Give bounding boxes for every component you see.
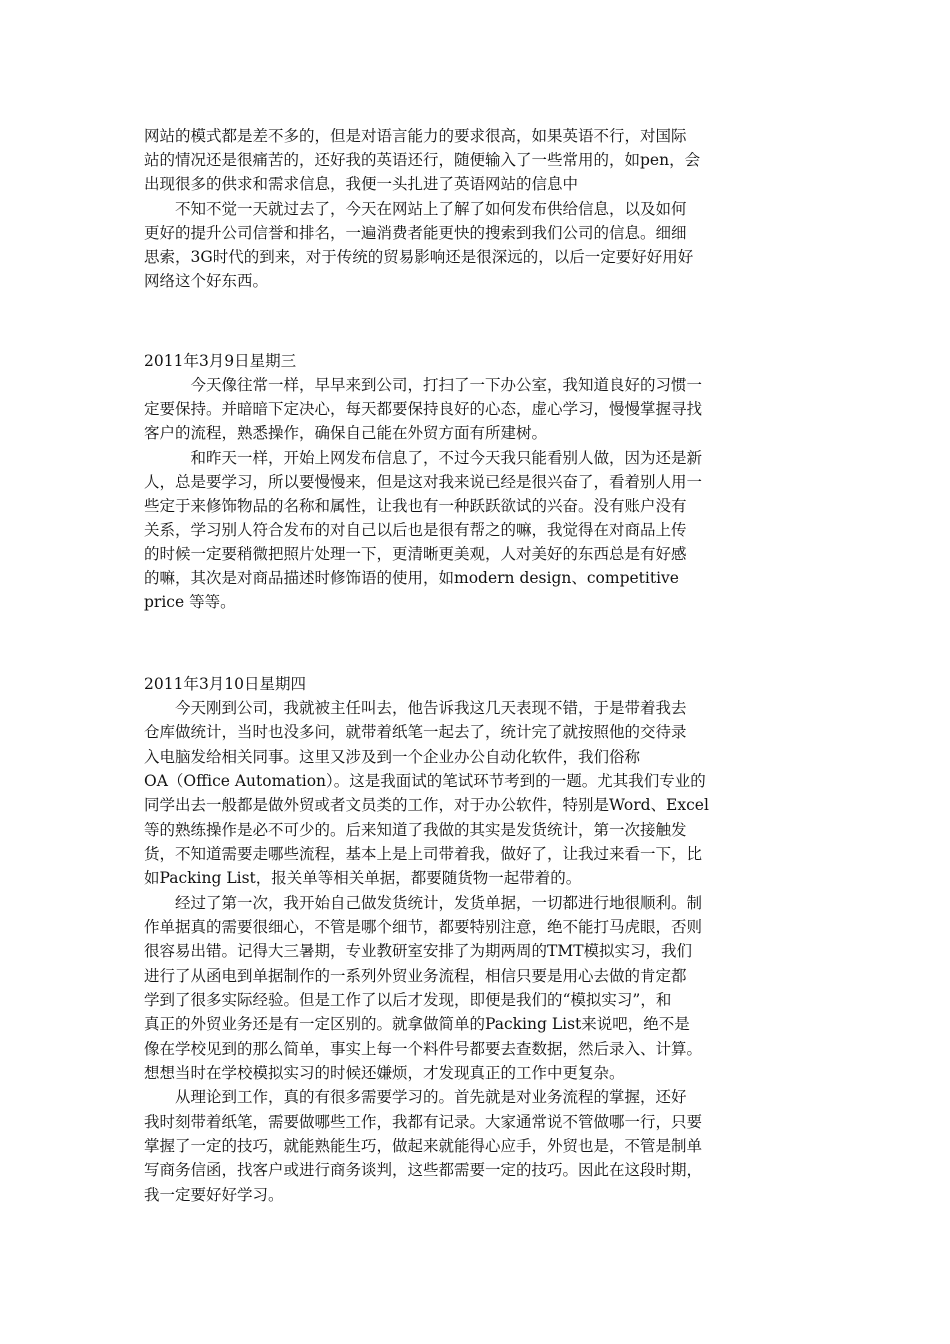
text-line: 我一定要好好学习。 <box>144 1186 284 1204</box>
text-line: 客户的流程，熟悉操作，确保自己能在外贸方面有所建树。 <box>144 424 548 442</box>
text-line: 像在学校见到的那么简单，事实上每一个料件号都要去查数据，然后录入、计算。 <box>144 1040 703 1058</box>
text-line: 作单据真的需要很细心，不管是哪个细节，都要特别注意，绝不能打马虎眼，否则 <box>144 918 703 936</box>
text-line: 定要保持。并暗暗下定决心，每天都要保持良好的心态，虚心学习，慢慢掌握寻找 <box>144 400 703 418</box>
text-line: 出现很多的供求和需求信息，我便一头扎进了英语网站的信息中 <box>144 175 579 193</box>
text-line: 今天刚到公司，我就被主任叫去，他告诉我这几天表现不错，于是带着我去 <box>144 699 687 717</box>
text-line: 真正的外贸业务还是有一定区别的。就拿做简单的Packing List来说吧，绝不是 <box>144 1015 690 1033</box>
text-line: 网站的模式都是差不多的，但是对语言能力的要求很高，如果英语不行，对国际 <box>144 127 687 145</box>
text-line: 同学出去一般都是做外贸或者文员类的工作，对于办公软件，特别是Word、Excel <box>144 796 709 814</box>
text-line: 经过了第一次，我开始自己做发货统计，发货单据，一切都进行地很顺利。制 <box>144 894 703 912</box>
text-line: 的时候一定要稍微把照片处理一下，更清晰更美观，人对美好的东西总是有好感 <box>144 545 687 563</box>
text-line: 从理论到工作，真的有很多需要学习的。首先就是对业务流程的掌握，还好 <box>144 1088 687 1106</box>
text-line: 人，总是要学习，所以要慢慢来，但是这对我来说已经是很兴奋了，看着别人用一 <box>144 473 703 491</box>
text-line: 关系，学习别人符合发布的对自己以后也是很有帮之的嘛，我觉得在对商品上传 <box>144 521 687 539</box>
text-line: 货，不知道需要走哪些流程，基本上是上司带着我，做好了，让我过来看一下，比 <box>144 845 703 863</box>
text-line: 更好的提升公司信誉和排名，一遍消费者能更快的搜索到我们公司的信息。细细 <box>144 224 687 242</box>
text-line: 等的熟练操作是必不可少的。后来知道了我做的其实是发货统计，第一次接触发 <box>144 821 687 839</box>
text-line: OA（Office Automation）。这是我面试的笔试环节考到的一题。尤其我们专业的 <box>144 772 706 790</box>
text-line: 今天像往常一样，早早来到公司，打扫了一下办公室，我知道良好的习惯一 <box>144 376 703 394</box>
text-line: 掌握了一定的技巧，就能熟能生巧，做起来就能得心应手，外贸也是，不管是制单 <box>144 1137 703 1155</box>
date-heading: 2011年3月9日星期三 <box>144 352 297 370</box>
text-line: 如Packing List，报关单等相关单据，都要随货物一起带着的。 <box>144 869 582 887</box>
text-line: 进行了从函电到单据制作的一系列外贸业务流程，相信只要是用心去做的肯定都 <box>144 967 687 985</box>
text-line: 的嘛，其次是对商品描述时修饰语的使用，如modern design、competitive <box>144 569 679 587</box>
text-line: 学到了很多实际经验。但是工作了以后才发现，即便是我们的“模拟实习”，和 <box>144 991 672 1009</box>
text-line: 不知不觉一天就过去了，今天在网站上了解了如何发布供给信息，以及如何 <box>144 200 687 218</box>
text-line: 些定于来修饰物品的名称和属性，让我也有一种跃跃欲试的兴奋。没有账户没有 <box>144 497 687 515</box>
text-line: 仓库做统计，当时也没多问，就带着纸笔一起去了，统计完了就按照他的交待录 <box>144 723 687 741</box>
text-line: 写商务信函，找客户或进行商务谈判，这些都需要一定的技巧。因此在这段时期， <box>144 1161 703 1179</box>
text-line: 思索，3G时代的到来，对于传统的贸易影响还是很深远的，以后一定要好好用好 <box>144 248 694 266</box>
text-line: 和昨天一样，开始上网发布信息了，不过今天我只能看别人做，因为还是新 <box>144 449 703 467</box>
text-line: 想想当时在学校模拟实习的时候还嫌烦，才发现真正的工作中更复杂。 <box>144 1064 625 1082</box>
text-line: price 等等。 <box>144 593 236 611</box>
text-line: 我时刻带着纸笔，需要做哪些工作，我都有记录。大家通常说不管做哪一行，只要 <box>144 1113 703 1131</box>
text-line: 网络这个好东西。 <box>144 272 269 290</box>
text-line: 站的情况还是很痛苦的，还好我的英语还行，随便输入了一些常用的，如pen，会 <box>144 151 701 169</box>
date-heading: 2011年3月10日星期四 <box>144 675 307 693</box>
text-line: 很容易出错。记得大三暑期，专业教研室安排了为期两周的TMT模拟实习，我们 <box>144 942 693 960</box>
text-line: 入电脑发给相关同事。这里又涉及到一个企业办公自动化软件，我们俗称 <box>144 748 641 766</box>
